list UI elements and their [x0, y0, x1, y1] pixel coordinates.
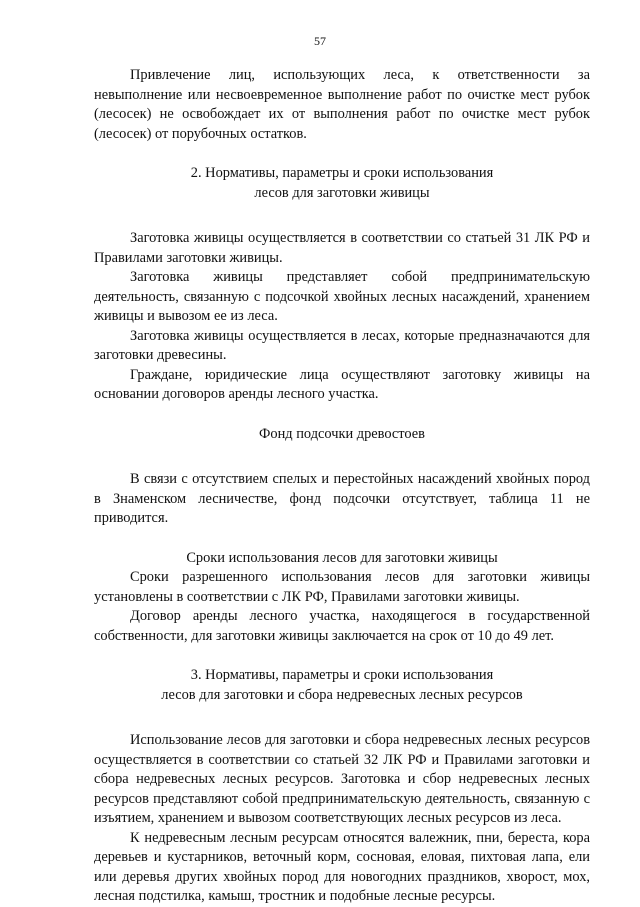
spacer	[94, 705, 590, 731]
spacer	[94, 646, 590, 666]
section-heading-3-line2: лесов для заготовки и сбора недревесных лесных ресурсов	[161, 686, 523, 703]
spacer	[94, 405, 590, 425]
spacer	[94, 529, 590, 549]
paragraph: Граждане, юридические лица осуществляют заготовку живицы на основании договоров аренды лесного участка.	[94, 366, 590, 402]
section-heading-3	[94, 666, 590, 705]
document-body	[94, 66, 590, 907]
spacer	[94, 444, 590, 470]
paragraph: Заготовка живицы осуществляется в лесах, которые предназначаются для заготовки древесины.	[94, 327, 590, 363]
paragraph: Использование лесов для заготовки и сбора недревесных лесных ресурсов осуществляется в соответствии со статьей 32 ЛК РФ и Правилами заготовки и сбора недревесных лесных ресурсов. Заготовка и сбор недревесных лесных ресурсов представляют собой предпринимательскую деятельность, связанную с изъятием, хранением и вывозом соответствующих лесных ресурсов из леса.	[94, 732, 590, 826]
paragraph: Договор аренды лесного участка, находящегося в государственной собственности, для заготовки живицы заключается на срок от 10 до 49 лет.	[94, 608, 590, 644]
spacer	[94, 203, 590, 229]
spacer	[94, 144, 590, 164]
paragraph: В связи с отсутствием спелых и перестойных насаждений хвойных пород в Знаменском лесничестве, фонд подсочки отсутствует, таблица 11 не приводится.	[94, 471, 590, 526]
paragraph: Привлечение лиц, использующих леса, к ответственности за невыполнение или несвоевременное выполнение работ по очистке мест рубок (лесосек) не освобождает их от выполнения работ по очистке мест рубок (лесосек) от порубочных остатков.	[94, 67, 590, 142]
section-heading-2-line1: 2. Нормативы, параметры и сроки использования	[190, 165, 494, 181]
paragraph: Сроки разрешенного использования лесов для заготовки живицы установлены в соответствии с ЛК РФ, Правилами заготовки живицы.	[94, 569, 590, 605]
section-heading-3-line1: 3. Нормативы, параметры и сроки использования	[190, 667, 494, 683]
paragraph: Заготовка живицы осуществляется в соответствии со статьей 31 ЛК РФ и Правилами заготовки живицы.	[94, 230, 590, 266]
section-heading-2	[94, 164, 590, 203]
paragraph: Заготовка живицы представляет собой предпринимательскую деятельность, связанную с подсочкой хвойных лесных насаждений, хранением живицы и вывозом ее из леса.	[94, 269, 590, 324]
page-number: 57	[314, 34, 326, 48]
subsection-heading-terms: Сроки использования лесов для заготовки живицы	[186, 549, 498, 566]
paragraph: К недревесным лесным ресурсам относятся валежник, пни, береста, кора деревьев и кустарников, веточный корм, сосновая, еловая, пихтовая лапа, ели или деревья других хвойных пород для новогодних праздников, хворост, мох, лесная подстилка, камыш, тростник и подобные лесные ресурсы.	[94, 829, 590, 904]
section-heading-2-line2: лесов для заготовки живицы	[254, 184, 430, 201]
subsection-heading-fund: Фонд подсочки древостоев	[259, 425, 425, 442]
